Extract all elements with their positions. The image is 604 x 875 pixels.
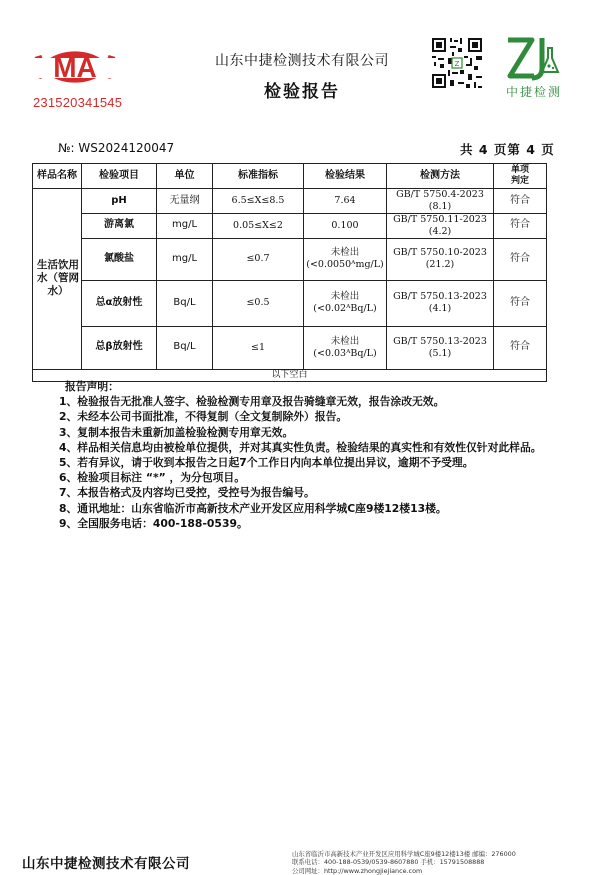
- header-sample-name: 样品名称: [33, 164, 82, 189]
- cma-mark-text: MA: [53, 52, 97, 83]
- unit-cell: 无量纲: [157, 189, 213, 214]
- statement-line: 2、未经本公司书面批准，不得复制（全文复制除外）报告。: [59, 410, 348, 424]
- standard-cell: ≤0.5: [213, 280, 304, 326]
- unit-cell: Bq/L: [157, 326, 213, 369]
- standard-cell: ≤1: [213, 326, 304, 369]
- verdict-cell: 符合: [494, 189, 547, 214]
- method-code: GB/T 5750.13-2023: [393, 335, 487, 347]
- method-cell: [387, 238, 494, 280]
- statement-line: 6、检验项目标注 “*” ，为分包项目。: [59, 471, 246, 485]
- method-clause: (21.2): [425, 259, 455, 270]
- statement-line: 1、检验报告无批准人签字、检验检测专用章及报告骑缝章无效，报告涂改无效。: [59, 395, 445, 409]
- result-cell: [304, 280, 387, 326]
- method-code: GB/T 5750.11-2023: [393, 213, 487, 225]
- header-verdict: [494, 164, 547, 189]
- report-number: [58, 141, 174, 155]
- statement-line: 5、若有异议，请于收到本报告之日起7个工作日内向本单位提出异议，逾期不予受理。: [59, 456, 474, 470]
- method-clause: (8.1): [428, 200, 452, 212]
- result-cell: 0.100: [304, 213, 387, 238]
- item-cell: 游离氯: [82, 213, 157, 238]
- logo-name: 中捷检测: [505, 85, 562, 99]
- table-header-row: [33, 164, 547, 189]
- report-statement: [59, 379, 542, 531]
- header-standard: 标准指标: [213, 164, 304, 189]
- item-cell: 总α放射性: [82, 280, 157, 326]
- company-name: 山东中捷检测技术有限公司: [215, 53, 389, 69]
- sample-name-cell: [33, 189, 82, 370]
- verdict-cell: 符合: [494, 238, 547, 280]
- qr-code-icon[interactable]: [430, 36, 484, 90]
- standard-cell: 6.5≤X≤8.5: [213, 189, 304, 214]
- method-cell: [387, 189, 494, 214]
- unit-cell: Bq/L: [157, 280, 213, 326]
- method-clause: (5.1): [428, 347, 452, 359]
- statement-line: 9、全国服务电话：400-188-0539。: [59, 516, 248, 530]
- table-row: [33, 189, 547, 214]
- item-cell: 氯酸盐: [82, 238, 157, 280]
- sample-name: 生活饮用水（管网水）: [37, 259, 79, 298]
- footer-address: [292, 850, 516, 875]
- result-cell: 7.64: [304, 189, 387, 214]
- statement-line: 4、样品相关信息均由被检单位提供，并对其真实性负责。检验结果的真实性和有效性仅针对此样品。: [59, 440, 542, 454]
- method-code: GB/T 5750.4-2023: [396, 189, 484, 200]
- statement-line: 8、通讯地址：山东省临沂市高新技术产业开发区应用科学城C座9楼12楼13楼。: [59, 501, 447, 515]
- result-cell: [304, 238, 387, 280]
- method-clause: (4.2): [428, 225, 452, 237]
- cma-code: 231520341545: [33, 95, 123, 110]
- results-table: [32, 163, 547, 382]
- verdict-cell: 符合: [494, 280, 547, 326]
- header-test-item: 检验项目: [82, 164, 157, 189]
- table-row: [33, 280, 547, 326]
- end-note: 以下空白: [33, 369, 547, 381]
- footer-address-line: 山东省临沂市高新技术产业开发区应用科学城C座9楼12楼13楼 邮编：276000: [292, 850, 516, 858]
- method-code: GB/T 5750.10-2023: [393, 247, 487, 259]
- svg-text:Z: Z: [454, 60, 460, 68]
- header-unit: 单位: [157, 164, 213, 189]
- result-detail: (<0.02ᴬBq/L): [313, 303, 377, 314]
- footer-contact-line: 联系电话：400-188-0539/0539-8607880 手机：15791508888: [292, 858, 485, 867]
- result-detail: (<0.03ᴬBq/L): [313, 347, 377, 359]
- result-cell: [304, 326, 387, 369]
- statement-line: 7、本报告格式及内容均已受控，受控号为报告编号。: [59, 486, 315, 500]
- statement-title: 报告声明：: [65, 380, 119, 393]
- method-code: GB/T 5750.13-2023: [393, 291, 487, 303]
- table-row: [33, 326, 547, 369]
- report-number-value: WS2024120047: [78, 141, 175, 155]
- report-number-label: №:: [58, 141, 75, 155]
- report-title: 检验报告: [264, 82, 340, 102]
- verdict-cell: 符合: [494, 326, 547, 369]
- page-indicator: 共 4 页第 4 页: [460, 142, 555, 157]
- result-main: 未检出: [330, 335, 360, 347]
- method-clause: (4.1): [428, 303, 452, 314]
- statement-line: 3、复制本报告未重新加盖检验检测专用章无效。: [59, 425, 294, 439]
- method-cell: [387, 213, 494, 238]
- header-verdict-text: 单项判定: [510, 164, 529, 186]
- table-row: [33, 213, 547, 238]
- method-cell: [387, 326, 494, 369]
- footer-website-line: 公司网址：http://www.zhongjiejiance.com: [292, 866, 423, 875]
- result-detail: (<0.0050ᴬmg/L): [306, 259, 384, 270]
- item-cell: pH: [82, 189, 157, 214]
- result-main: 未检出: [330, 247, 360, 259]
- unit-cell: mg/L: [157, 213, 213, 238]
- result-main: 未检出: [330, 291, 360, 303]
- unit-cell: mg/L: [157, 238, 213, 280]
- standard-cell: 0.05≤X≤2: [213, 213, 304, 238]
- verdict-cell: 符合: [494, 213, 547, 238]
- footer-company: 山东中捷检测技术有限公司: [22, 856, 190, 872]
- table-row: [33, 238, 547, 280]
- standard-cell: ≤0.7: [213, 238, 304, 280]
- header-result: 检验结果: [304, 164, 387, 189]
- zhongjie-logo: [502, 34, 564, 82]
- method-cell: [387, 280, 494, 326]
- header-method: 检测方法: [387, 164, 494, 189]
- item-cell: 总β放射性: [82, 326, 157, 369]
